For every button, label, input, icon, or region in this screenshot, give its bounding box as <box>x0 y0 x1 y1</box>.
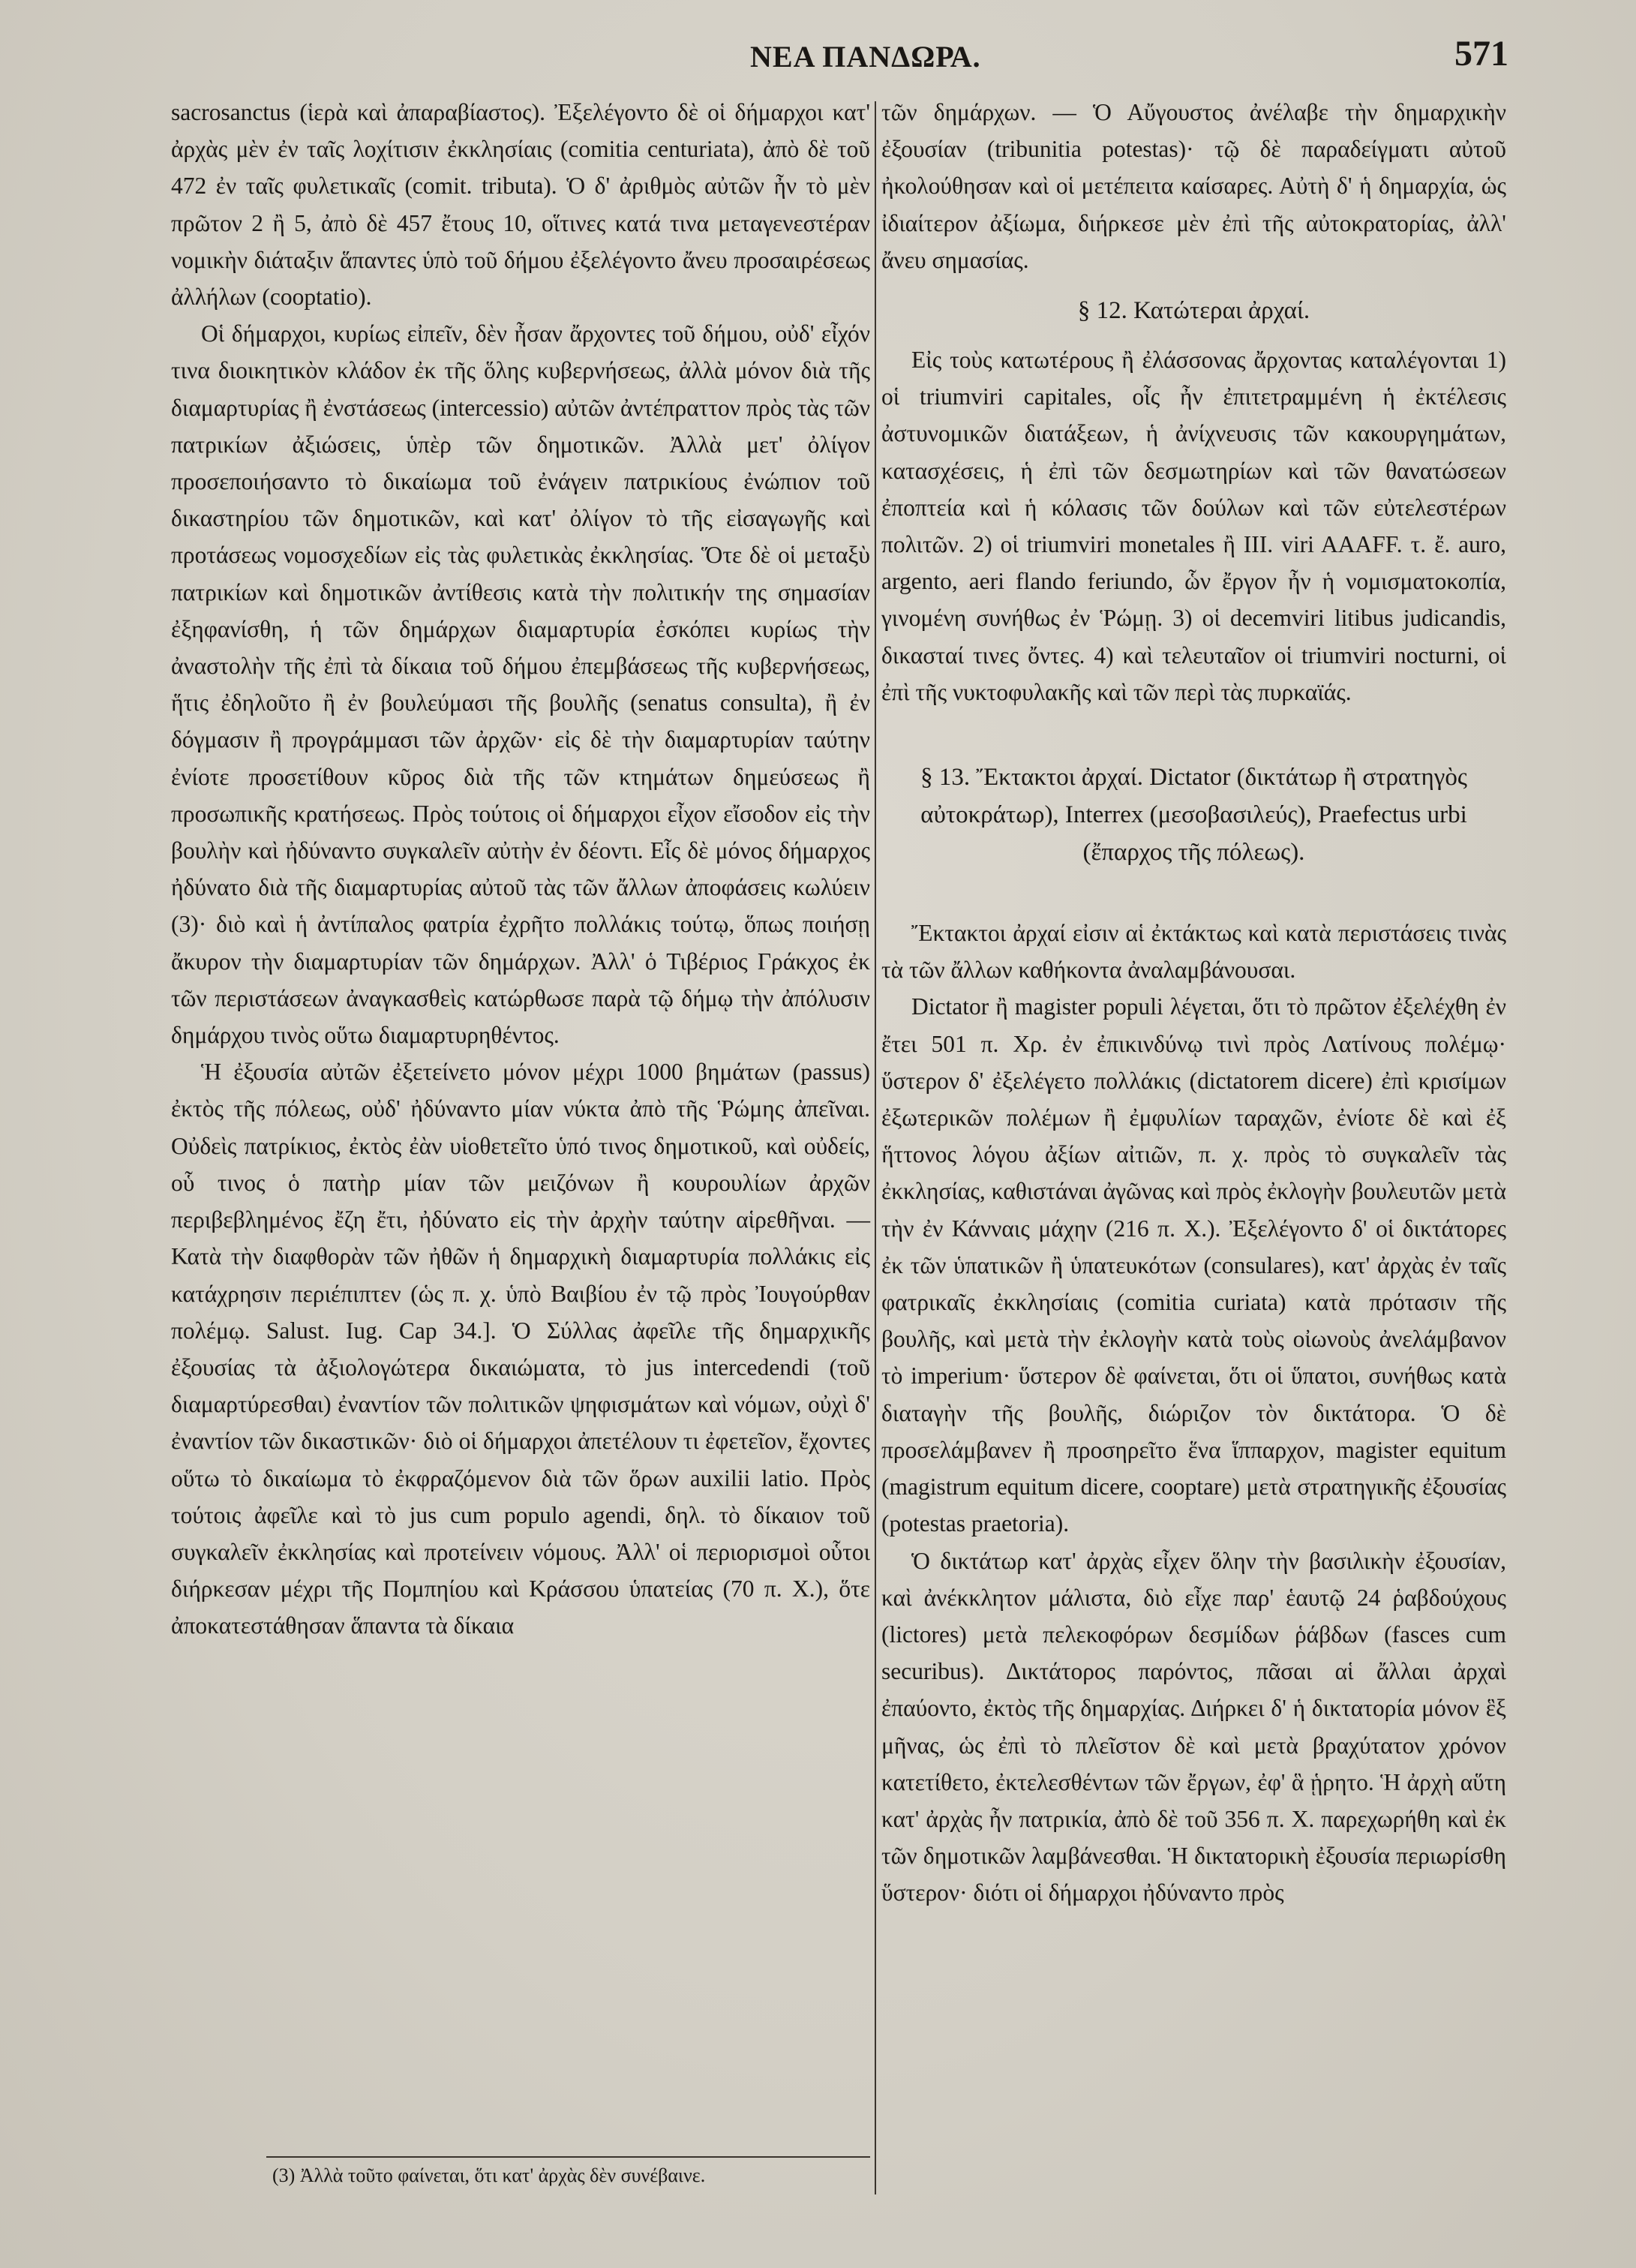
footnote: (3) Ἀλλὰ τοῦτο φαίνεται, ὅτι κατ' ἀρχὰς δὲν συνέβαινε. <box>272 2164 706 2186</box>
left-paragraph-2: Οἱ δήμαρχοι, κυρίως εἰπεῖν, δὲν ἦσαν ἄρχοντες τοῦ δήμου, οὐδ' εἶχόν τινα διοικητικὸν κλάδον ἐκ τῆς ὅλης κυβερνήσεως, ἀλλὰ μόνον διὰ τῆς διαμαρτυρίας ἢ ἐνστάσεως (intercessio) αὐτῶν ἀντέπραττον πρὸς τὰς τῶν πατρικίων ἀξιώσεις, ὑπὲρ τῶν δημοτικῶν. Ἀλλὰ μετ' ὀλίγον προσεποιήσαντο τὸ δικαίωμα τοῦ ἐνάγειν πατρικίους ἐνώπιον τοῦ δικαστηρίου τῶν δημοτικῶν, καὶ κατ' ὀλίγον τὸ τῆς εἰσαγωγῆς καὶ προτάσεως νομοσχεδίων εἰς τὰς φυλετικὰς ἐκκλησίας. Ὅτε δὲ οἱ μεταξὺ πατρικίων καὶ δημοτικῶν ἀντίθεσις κατὰ τὴν πολιτικήν της σημασίαν ἐξηφανίσθη, ἡ τῶν δημάρχων διαμαρτυρία ἐσκόπει κυρίως τὴν ἀναστολὴν τῆς ἐπὶ τὰ δίκαια τοῦ δήμου ἐπεμβάσεως τῆς κυβερνήσεως, ἥτις ἐδηλοῦτο ἢ ἐν βουλεύμασι τῆς βουλῆς (senatus consulta), ἢ ἐν δόγμασιν ἢ προγράμμασι τῶν ἀρχῶν· εἰς δὲ τὴν διαμαρτυρίαν ταύτην ἐνίοτε προσετίθουν κῦρος διὰ τῆς τῶν κτημάτων δημεύσεως ἢ προσωπικῆς κρατήσεως. Πρὸς τούτοις οἱ δήμαρχοι εἶχον εἴσοδον εἰς τὴν βουλὴν καὶ ἠδύναντο συγκαλεῖν αὐτὴν ἐν δέοντι. Εἷς δὲ μόνος δήμαρχος ἠδύνατο διὰ τῆς διαμαρτυρίας αὐτοῦ τὰς τῶν ἄλλων ἀποφάσεις κωλύειν (3)· διὸ καὶ ἡ ἀντίπαλος φατρία ἐχρῆτο πολλάκις τούτῳ, ὅπως ποιήσῃ ἄκυρον τὴν διαμαρτυρίαν τῶν δημάρχων. Ἀλλ' ὁ Τιβέριος Γράκχος ἐκ τῶν περιστάσεων ἀναγκασθεὶς κατώρθωσε παρὰ τῷ δήμῳ τὴν ἀπόλυσιν δημάρχου τινὸς οὕτω διαμαρτυρηθέντος. <box>171 320 870 1049</box>
right-paragraph-2: Εἰς τοὺς κατωτέρους ἢ ἐλάσσονας ἄρχοντας καταλέγονται 1) οἱ triumviri capitales, οἷς ἦν ἐπιτετραμμένη ἡ ἐκτέλεσις ἀστυνομικῶν διατάξεων, ἡ ἀνίχνευσις τῶν κακουργημάτων, κατασχέσεις, ἡ ἐπὶ τῶν δεσμωτηρίων καὶ τῶν θανατώσεων ἐποπτεία καὶ ἡ κόλασις τῶν δούλων καὶ τῶν εὐτελεστέρων πολιτῶν. 2) οἱ triumviri monetales ἢ III. viri AAAFF. τ. ἔ. auro, argento, aeri flando feriundo, ὧν ἔργον ἦν ἡ νομισματοκοπία, γινομένη συνήθως ἐν Ῥώμῃ. 3) οἱ decemviri litibus judicandis, δικασταί τινες ὄντες. 4) καὶ τελευταῖον οἱ triumviri nocturni, οἱ ἐπὶ τῆς νυκτοφυλακῆς καὶ τῶν περὶ τὰς πυρκαϊάς. <box>881 347 1506 705</box>
left-paragraph-1: sacrosanctus (ἱερὰ καὶ ἀπαραβίαστος). Ἐξελέγοντο δὲ οἱ δήμαρχοι κατ' ἀρχὰς μὲν ἐν ταῖς λοχίτισιν ἐκκλησίαις (comitia centuriata), ἀπὸ δὲ τοῦ 472 ἐν ταῖς φυλετικαῖς (comit. tributa). Ὁ δ' ἀριθμὸς αὐτῶν ἦν τὸ μὲν πρῶτον 2 ἢ 5, ἀπὸ δὲ 457 ἔτους 10, οἵτινες κατά τινα μεταγενεστέραν νομικὴν διάταξιν ἅπαντες ὑπὸ τοῦ δήμου ἐξελέγοντο ἄνευ προσαιρέσεως ἀλλήλων (cooptatio). <box>171 99 870 311</box>
left-column <box>171 94 870 1645</box>
right-column <box>881 94 1506 1912</box>
right-paragraph-3: Ἔκτακτοι ἀρχαί εἰσιν αἱ ἐκτάκτως καὶ κατὰ περιστάσεις τινὰς τὰ τῶν ἄλλων καθήκοντα ἀναλαμβάνουσαι. <box>881 920 1506 984</box>
left-paragraph-3: Ἡ ἐξουσία αὐτῶν ἐξετείνετο μόνον μέχρι 1000 βημάτων (passus) ἐκτὸς τῆς πόλεως, οὐδ' ἠδύναντο μίαν νύκτα ἀπὸ τῆς Ῥώμης ἀπεῖναι. Οὐδεὶς πατρίκιος, ἐκτὸς ἐὰν υἱοθετεῖτο ὑπό τινος δημοτικοῦ, καὶ οὐδείς, οὗ τινος ὁ πατὴρ μίαν τῶν μειζόνων ἢ κουρουλίων ἀρχῶν περιβεβλημένος ἔζη ἔτι, ἠδύνατο εἰς τὴν ἀρχὴν ταύτην αἱρεθῆναι. — Κατὰ τὴν διαφθορὰν τῶν ἠθῶν ἡ δημαρχικὴ διαμαρτυρία πολλάκις εἰς κατάχρησιν περιέπιπτεν (ὡς π. χ. ὑπὸ Βαιβίου ἐν τῷ πρὸς Ἰουγούρθαν πολέμῳ. Salust. Iug. Cap 34.]. Ὁ Σύλλας ἀφεῖλε τῆς δημαρχικῆς ἐξουσίας τὰ ἀξιολογώτερα δικαιώματα, τὸ jus intercedendi (τοῦ διαμαρτύρεσθαι) ἐναντίον τῶν πολιτικῶν ψηφισμάτων καὶ νόμων, οὐχὶ δ' ἐναντίον τῶν δικαστικῶν· διὸ οἱ δήμαρχοι ἀπετέλουν τι ἐφετεῖον, ἔχοντες οὕτω τὸ δικαίωμα τὸ ἐκφραζόμενον διὰ τῶν ὅρων auxilii latio. Πρὸς τούτοις ἀφεῖλε καὶ τὸ jus cum populo agendi, δηλ. τὸ δίκαιον τοῦ συγκαλεῖν ἐκκλησίας καὶ προτείνειν νόμους. Ἀλλ' οἱ περιορισμοὶ οὗτοι διήρκεσαν μέχρι τῆς Πομπηίου καὶ Κράσσου ὑπατείας (70 π. Χ.), ὅτε ἀποκατεστάθησαν ἅπαντα τὰ δίκαια <box>171 1059 870 1639</box>
right-paragraph-1: τῶν δημάρχων. — Ὁ Αὔγουστος ἀνέλαβε τὴν δημαρχικὴν ἐξουσίαν (tribunitia potestas)· τῷ δὲ παραδείγματι αὐτοῦ ἠκολούθησαν καὶ οἱ μετέπειτα καίσαρες. Αὐτὴ δ' ἡ δημαρχία, ὡς ἰδιαίτερον ἀξίωμα, διήρκεσε μὲν ἐπὶ τῆς αὐτοκρατορίας, ἀλλ' ἄνευ σημασίας. <box>881 99 1506 273</box>
section-heading-13: § 13. Ἔκτακτοι ἀρχαί. Dictator (δικτάτωρ ἢ στρατηγὸς αὐτοκράτωρ), Interrex (μεσοβασιλεύς), Praefectus urbi (ἔπαρχος τῆς πόλεως). <box>920 764 1467 867</box>
running-head: ΝΕΑ ΠΑΝΔΩΡΑ. <box>750 40 981 74</box>
right-paragraph-4: Dictator ἢ magister populi λέγεται, ὅτι τὸ πρῶτον ἐξελέχθη ἐν ἔτει 501 π. Χρ. ἐν ἐπικινδύνῳ τινὶ πρὸς Λατίνους πολέμῳ· ὕστερον δ' ἐξελέγετο πολλάκις (dictatorem dicere) ἐπὶ κρισίμων ἐξωτερικῶν πολέμων ἢ ἐμφυλίων ταραχῶν, ἐνίοτε δὲ καὶ ἐξ ἥττονος λόγου ἀξίων αἰτιῶν, π. χ. πρὸς τὸ συγκαλεῖν τὰς ἐκκλησίας, καθιστάναι ἀγῶνας καὶ πρὸς ἐκλογὴν βουλευτῶν μετὰ τὴν ἐν Κάνναις μάχην (216 π. Χ.). Ἐξελέγοντο δ' οἱ δικτάτορες ἐκ τῶν ὑπατικῶν ἢ ὑπατευκότων (consulares), κατ' ἀρχὰς ἐν ταῖς φατρικαῖς ἐκκλησίαις (comitia curiata) κατὰ πρότασιν τῆς βουλῆς, καὶ μετὰ τὴν ἐκλογὴν κατὰ τοὺς οἰωνοὺς ἀνελάμβανον τὸ imperium· ὕστερον δὲ φαίνεται, ὅτι οἱ ὕπατοι, συνήθως κατὰ διαταγὴν τῆς βουλῆς, διώριζον τὸν δικτάτορα. Ὁ δὲ προσελάμβανεν ἢ προσηρεῖτο ἕνα ἵππαρχον, magister equitum (magistrum equitum dicere, cooptare) μετὰ στρατηγικῆς ἐξουσίας (potestas praetoria). <box>881 993 1506 1537</box>
right-paragraph-5: Ὁ δικτάτωρ κατ' ἀρχὰς εἶχεν ὅλην τὴν βασιλικὴν ἐξουσίαν, καὶ ἀνέκκλητον μάλιστα, διὸ εἶχε παρ' ἑαυτῷ 24 ῥαβδούχους (lictores) μετὰ πελεκοφόρων δεσμίδων ῥάβδων (fasces cum securibus). Δικτάτορος παρόντος, πᾶσαι αἱ ἄλλαι ἀρχαὶ ἐπαύοντο, ἐκτὸς τῆς δημαρχίας. Διήρκει δ' ἡ δικτατορία μόνον ἓξ μῆνας, ὡς ἐπὶ τὸ πλεῖστον δὲ καὶ μετὰ βραχύτατον χρόνον κατετίθετο, ἐκτελεσθέντων τῶν ἔργων, ἐφ' ἃ ᾑρητο. Ἡ ἀρχὴ αὕτη κατ' ἀρχὰς ἦν πατρικία, ἀπὸ δὲ τοῦ 356 π. Χ. παρεχωρήθη καὶ ἐκ τῶν δημοτικῶν λαμβάνεσθαι. Ἡ δικτατορικὴ ἐξουσία περιωρίσθη ὕστερον· διότι οἱ δήμαρχοι ἠδύναντο πρὸς <box>881 1547 1506 1906</box>
footnote-divider <box>266 2156 870 2158</box>
page-number: 571 <box>1454 34 1508 74</box>
column-divider <box>875 101 876 2194</box>
section-heading-12: § 12. Κατώτεραι ἀρχαί. <box>1077 297 1310 325</box>
